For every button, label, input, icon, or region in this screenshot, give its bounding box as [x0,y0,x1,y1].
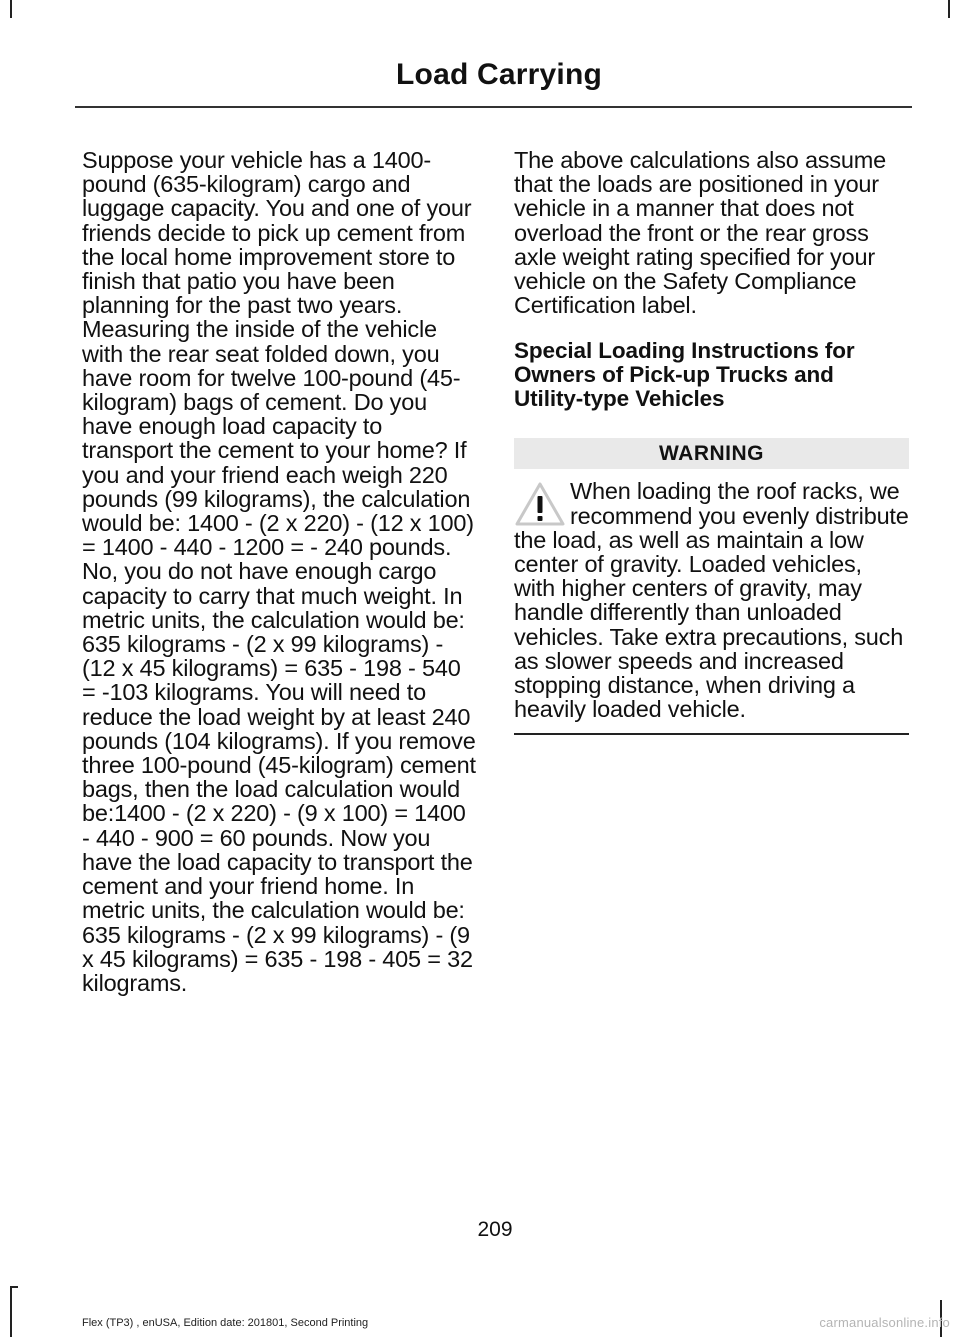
header-rule [75,106,912,108]
page-number: 209 [477,1218,513,1241]
crop-mark-top-right [948,0,950,18]
crop-mark-top-left [10,0,12,18]
axle-weight-paragraph: The above calculations also assume that the loads are positioned in your vehicle in a manner that does not overload the front or the rear gross axle weight rating specified for your vehicle on the Safety Compliance Certification label. [514,147,887,319]
watermark: carmanualsonline.info [819,1315,950,1330]
page-header-title: Load Carrying [396,58,602,91]
crop-mark-bottom-left-tick [10,1286,18,1288]
load-calculation-paragraph: Suppose your vehicle has a 1400-pound (635-kilogram) cargo and luggage capacity. You and one of your friends decide to pick up cement from the local home improvement store to finish that patio you have been planning for the past two years. Measuring the inside of the vehicle with the rear seat folded down, you have room for twelve 100-pound (45-kilogram) bags of cement. Do you have enough load capacity to transport the cement to your home? If you and your friend each weigh 220 pounds (99 kilograms), the calculation would be: 1400 - (2 x 220) - (12 x 100) = 1400 - 440 - 1200 = - 240 pounds. No, you do not have enough cargo capacity to carry that much weight. In metric units, the calculation would be: 635 kilograms - (2 x 99 kilograms) - (12 x 45 kilograms) = 635 - 198 - 540 = -103 kilograms. You will need to reduce the load weight by at least 240 pounds (104 kilograms). If you remove three 100-pound (45-kilogram) cement bags, then the load calculation would be:1400 - (2 x 220) - (9 x 100) = 1400 - 440 - 900 = 60 pounds. Now you have the load capacity to transport the cement and your friend home. In metric units, the calculation would be: 635 kilograms - (2 x 99 kilograms) - (9 x 45 kilograms) = 635 - 198 - 405 = 32 kilograms. [82,147,476,996]
warning-bottom-rule [514,733,909,735]
footer-edition-info: Flex (TP3) , enUSA, Edition date: 201801, Second Printing [82,1317,369,1329]
warning-label: WARNING [514,438,909,469]
warning-text: When loading the roof racks, we recommend you evenly distribute the load, as well as maintain a low center of gravity. Loaded vehicles, with higher centers of gravity, may handle differently than unloaded vehicles. Take extra precautions, such as slower speeds and increased stopping distance, when driving a heavily loaded vehicle. [514,478,909,723]
right-column [514,148,909,735]
left-column [82,148,477,995]
warning-triangle-icon [514,481,566,527]
crop-mark-bottom-left [10,1286,12,1337]
section-heading: Special Loading Instructions for Owners of Pick-up Trucks and Utility-type Vehicles [514,338,855,412]
warning-box [514,479,909,721]
